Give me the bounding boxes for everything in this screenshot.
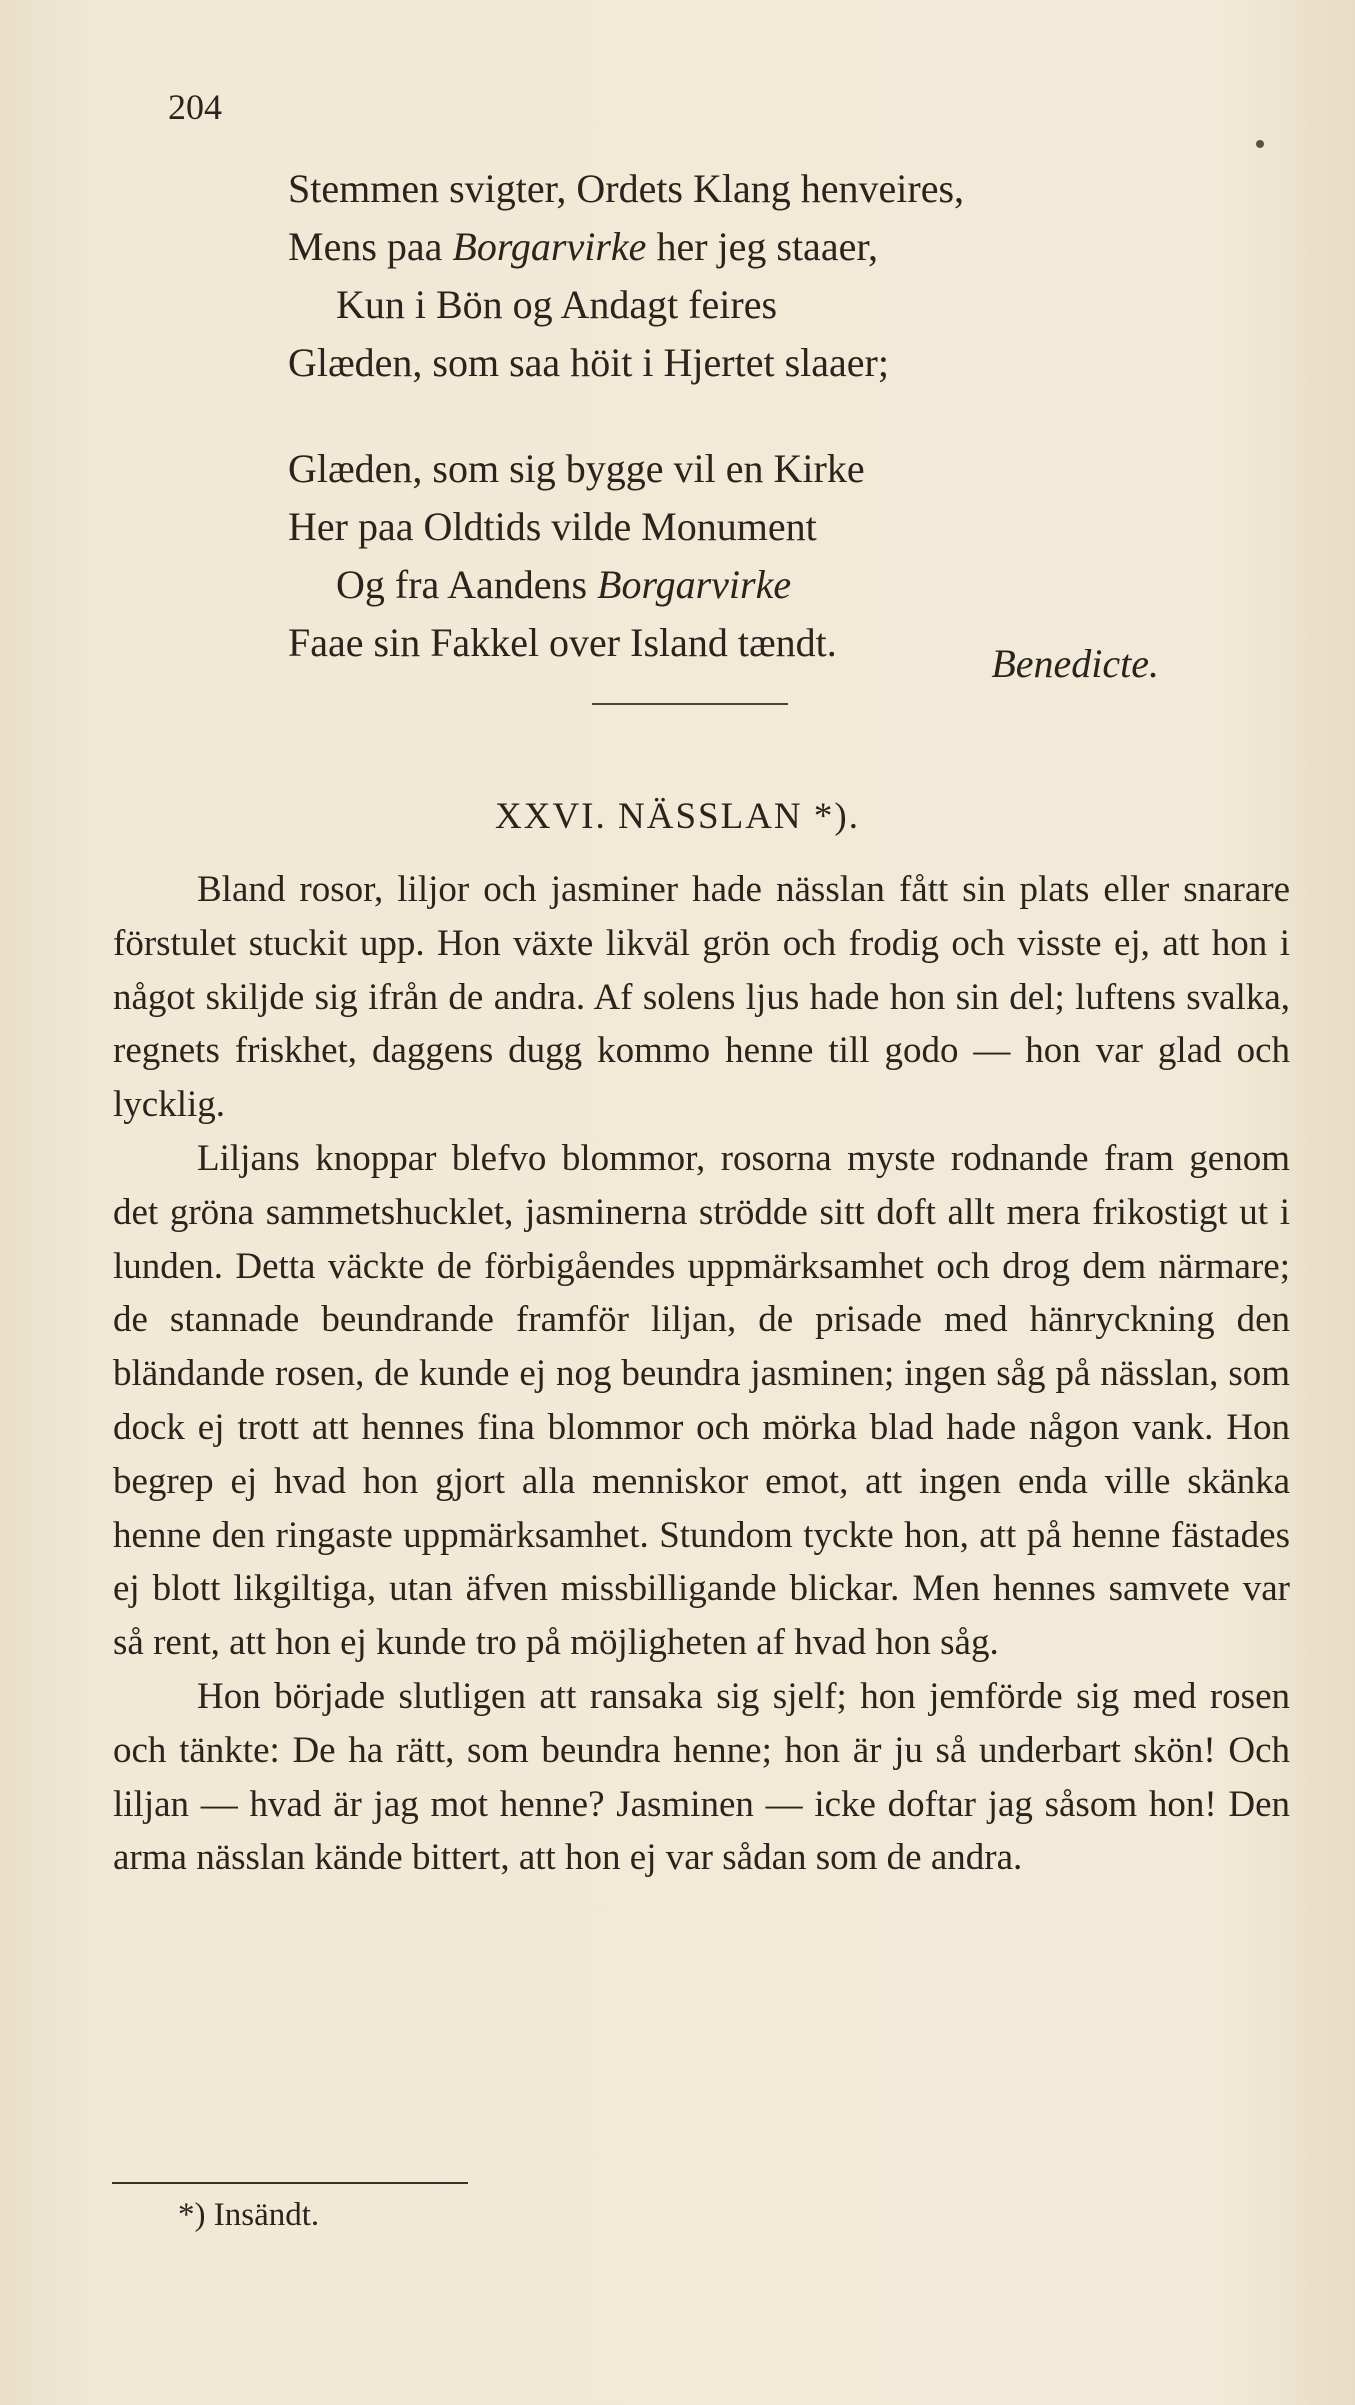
- section-heading: XXVI. NÄSSLAN *).: [495, 796, 860, 837]
- verse-line: [0, 556, 1355, 614]
- italic-place-name: Borgarvirke: [452, 224, 647, 269]
- verse-line: [0, 218, 1355, 276]
- verse-text: Kun i Bön og Andagt feires: [336, 282, 778, 327]
- italic-place-name: Borgarvirke: [597, 562, 792, 607]
- paragraph-1: Bland rosor, liljor och jasminer hade nässlan fått sin plats eller snarare förstulet stuckit upp. Hon växte likväl grön och frodig och visste ej, att hon i något skiljde sig ifrån de andra. Af solens ljus hade hon sin del; luftens svalka, regnets friskhet, daggens dugg kommo henne till godo — hon var glad och lycklig.: [113, 869, 1290, 1126]
- story-text: [113, 863, 1290, 1885]
- poem-signature: Benedicte.: [991, 641, 1159, 686]
- verse-line: [0, 498, 1355, 556]
- verse-text: Glæden, som sig bygge vil en Kirke: [288, 446, 865, 491]
- verse-text: Faae sin Fakkel over Island tændt.: [288, 620, 837, 665]
- verse-text: Stemmen svigter, Ordets Klang henveires,: [288, 166, 965, 211]
- page-number: 204: [168, 87, 222, 127]
- verse-text: Og fra Aandens: [336, 562, 598, 607]
- paragraph-2: Liljans knoppar blefvo blommor, rosorna myste rodnande fram genom det gröna sammetshucklet, jasminerna strödde sitt doft allt mera frikostigt ut i lunden. Detta väckte de förbigåendes uppmärksamhet och drog dem närmare; de stannade beundrande framför liljan, de prisade med hänryckning den bländande rosen, de kunde ej nog beundra jasminen; ingen såg på nässlan, som dock ej trott att hennes fina blommor och mörka blad hade någon vank. Hon begrep ej hvad hon gjort alla menniskor emot, att ingen enda ville skänka henne den ringaste uppmärksamhet. Stundom tyckte hon, att på henne fästades ej blott likgiltiga, utan äfven missbilligande blickar. Men hennes samvete var så rent, att hon ej kunde tro på möjligheten af hvad hon såg.: [113, 1137, 1290, 1664]
- verse-line: [0, 276, 1355, 334]
- footnote: *) Insändt.: [178, 2197, 320, 2233]
- verse-text: Mens paa: [288, 224, 453, 269]
- ink-speck: [1256, 140, 1264, 148]
- poem-stanza-1: [0, 160, 1355, 392]
- verse-line: [0, 160, 1355, 218]
- poem-stanza-2: [0, 440, 1355, 672]
- verse-text: Her paa Oldtids vilde Monument: [288, 504, 817, 549]
- verse-text: her jeg staaer,: [646, 224, 879, 269]
- verse-text: Glæden, som saa höit i Hjertet slaaer;: [288, 340, 889, 385]
- verse-line: [0, 440, 1355, 498]
- paragraph-3: Hon började slutligen att ransaka sig sjelf; hon jemförde sig med rosen och tänkte: De ha rätt, som beundra henne; hon är ju så underbart skön! Och liljan — hvad är jag mot henne? Jasminen — icke doftar jag såsom hon! Den arma nässlan kände bittert, att hon ej var sådan som de andra.: [113, 1675, 1290, 1879]
- footnote-rule: [112, 2182, 468, 2184]
- section-divider: [592, 703, 788, 705]
- verse-line: [0, 334, 1355, 392]
- poem: [0, 160, 1355, 672]
